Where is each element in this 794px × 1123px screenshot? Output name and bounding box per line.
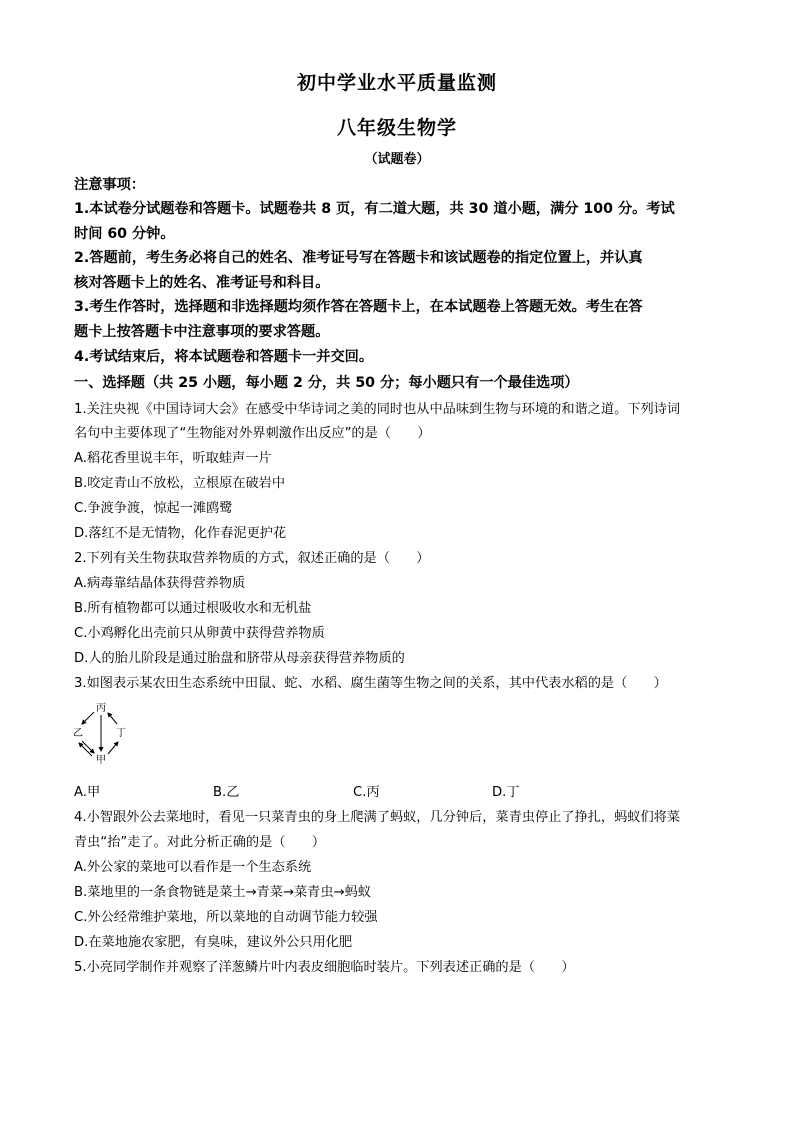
q3-option-a: A.甲 [74, 785, 101, 800]
notice-line: 时间 60 分钟。 [74, 226, 175, 242]
q3-option-c: C.丙 [353, 785, 380, 800]
q2-option-c: C.小鸡孵化出壳前只从卵黄中获得营养物质 [74, 626, 325, 641]
q4-option-a: A.外公家的菜地可以看作是一个生态系统 [74, 860, 312, 875]
diagram-node-top: 丙 [96, 703, 106, 714]
q2-option-b: B.所有植物都可以通过根吸收水和无机盐 [74, 601, 312, 616]
q4-stem-cont: 青虫“抬”走了。对此分析正确的是（ ） [74, 835, 326, 850]
exam-subtitle: 八年级生物学 [336, 117, 457, 139]
q5-stem: 5.小亮同学制作并观察了洋葱鳞片叶内表皮细胞临时装片。下列表述正确的是（ ） [74, 960, 575, 975]
notice-line: 核对答题卡上的姓名、准考证号和科目。 [74, 275, 330, 291]
q2-stem: 2.下列有关生物获取营养物质的方式，叙述正确的是（ ） [74, 551, 430, 566]
q4-option-c: C.外公经常维护菜地，所以菜地的自动调节能力较强 [74, 910, 378, 925]
q2-option-a: A.病毒靠结晶体获得营养物质 [74, 576, 246, 591]
q1-option-a: A.稻花香里说丰年，听取蛙声一片 [74, 451, 272, 466]
notice-line: 4.考试结束后，将本试题卷和答题卡一并交回。 [74, 349, 374, 365]
q4-option-b: B.菜地里的一条食物链是菜土→青菜→菜青虫→蚂蚁 [74, 885, 371, 900]
exam-title: 初中学业水平质量监测 [296, 72, 497, 94]
q1-option-c: C.争渡争渡，惊起一滩鸥鹭 [74, 501, 233, 516]
notice-line: 3.考生作答时，选择题和非选择题均须作答在答题卡上，在本试题卷上答题无效。考生在答 [74, 299, 643, 315]
q1-option-b: B.咬定青山不放松，立根原在破岩中 [74, 476, 286, 491]
notice-line: 题卡上按答题卡中注意事项的要求答题。 [74, 324, 330, 340]
arrow-right-to-top [108, 713, 117, 724]
diagram-node-left: 乙 [73, 728, 83, 739]
q2-option-d: D.人的胎儿阶段是通过胎盘和脐带从母亲获得营养物质的 [74, 651, 405, 666]
q4-stem: 4.小智跟外公去菜地时，看见一只菜青虫的身上爬满了蚂蚁，几分钟后，菜青虫停止了挣扎，蚂蚁们将菜 [74, 810, 681, 825]
paper-type-label: （试题卷） [364, 152, 430, 167]
q1-stem: 1.关注央视《中国诗词大会》在感受中华诗词之美的同时也从中品味到生物与环境的和谐之道。下列诗词 [74, 402, 681, 417]
q4-option-d: D.在菜地施农家肥，有臭味，建议外公只用化肥 [74, 935, 353, 950]
q1-option-d: D.落红不是无情物，化作春泥更护花 [74, 526, 287, 541]
notice-heading: 注意事项： [74, 177, 145, 193]
q3-option-d: D.丁 [492, 785, 520, 800]
q3-option-b: B.乙 [213, 785, 240, 800]
q3-stem: 3.如图表示某农田生态系统中田鼠、蛇、水稻、腐生菌等生物之间的关系，其中代表水稻的是（ ） [74, 676, 667, 691]
arrow-top-to-left [82, 712, 94, 724]
diagram-node-right: 丁 [116, 728, 126, 739]
notice-line: 1.本试卷分试题卷和答题卡。试题卷共 8 页，有二道大题，共 30 道小题，满分 100 分。考试 [74, 201, 675, 217]
arrow-bottom-to-right [108, 742, 118, 754]
arrow-left-to-bottom [82, 741, 94, 753]
notice-line: 2.答题前，考生务必将自己的姓名、准考证号写在答题卡和该试题卷的指定位置上，并认真 [74, 250, 643, 266]
q1-stem-cont: 名句中主要体现了“生物能对外界刺激作出反应”的是（ ） [74, 426, 431, 441]
section-heading: 一、选择题（共 25 小题，每小题 2 分，共 50 分；每小题只有一个最佳选项） [74, 375, 579, 391]
food-relationship-diagram [70, 700, 130, 770]
diagram-node-bottom: 甲 [96, 755, 106, 766]
